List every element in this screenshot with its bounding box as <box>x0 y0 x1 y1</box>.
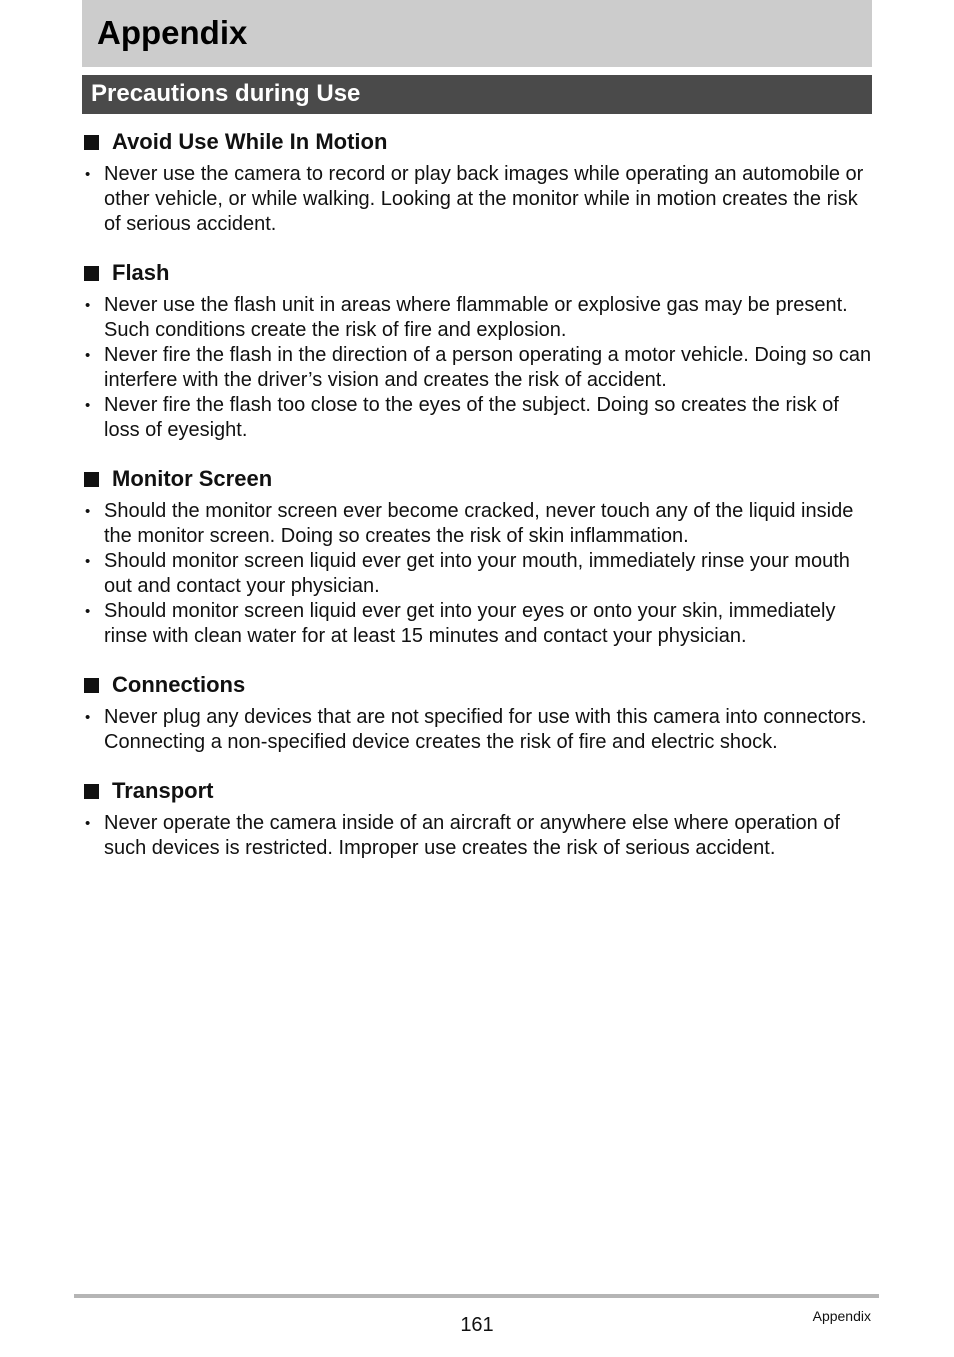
square-bullet-icon <box>84 784 99 799</box>
topic-heading <box>84 464 874 494</box>
square-bullet-icon <box>84 678 99 693</box>
topic-heading-text: Flash <box>112 260 170 285</box>
list-item: • Never fire the flash in the direction of a person operating a motor vehicle. Doing so can interfere with the driver’s vision and creates the risk of accident. <box>84 343 874 393</box>
topic-heading <box>84 776 874 806</box>
topic-heading-text: Avoid Use While In Motion <box>112 129 388 154</box>
chapter-header <box>82 0 872 67</box>
bullet-list <box>84 293 874 443</box>
section-header <box>82 75 872 114</box>
section-title: Precautions during Use <box>91 80 361 107</box>
list-item: • Should the monitor screen ever become cracked, never touch any of the liquid inside the monitor screen. Doing so creates the risk of skin inflammation. <box>84 499 874 549</box>
topic-connections <box>84 670 874 755</box>
square-bullet-icon <box>84 266 99 281</box>
list-item: • Never use the camera to record or play back images while operating an automobile or other vehicle, or while walking. Looking at the monitor while in motion creates the risk of serious accident. <box>84 162 874 237</box>
footer-divider <box>74 1294 879 1298</box>
topic-monitor-screen <box>84 464 874 649</box>
precautions-content <box>84 127 874 882</box>
list-item: • Never plug any devices that are not specified for use with this camera into connectors. Connecting a non-specified device creates the risk of fire and electric shock. <box>84 705 874 755</box>
list-item: • Never use the flash unit in areas where flammable or explosive gas may be present. Such conditions create the risk of fire and explosion. <box>84 293 874 343</box>
topic-heading <box>84 670 874 700</box>
bullet-list <box>84 811 874 861</box>
list-item: • Never fire the flash too close to the eyes of the subject. Doing so creates the risk of loss of eyesight. <box>84 393 874 443</box>
list-item: • Should monitor screen liquid ever get into your eyes or onto your skin, immediately rinse with clean water for at least 15 minutes and contact your physician. <box>84 599 874 649</box>
footer-section-label: Appendix <box>812 1308 871 1324</box>
topic-heading <box>84 258 874 288</box>
topic-heading <box>84 127 874 157</box>
topic-flash <box>84 258 874 443</box>
page-number: 161 <box>460 1314 494 1336</box>
bullet-list <box>84 499 874 649</box>
topic-avoid-use-in-motion <box>84 127 874 237</box>
bullet-list <box>84 162 874 237</box>
square-bullet-icon <box>84 472 99 487</box>
topic-heading-text: Transport <box>112 778 214 803</box>
list-item: • Should monitor screen liquid ever get into your mouth, immediately rinse your mouth out and contact your physician. <box>84 549 874 599</box>
list-item: • Never operate the camera inside of an aircraft or anywhere else where operation of such devices is restricted. Improper use creates the risk of serious accident. <box>84 811 874 861</box>
topic-transport <box>84 776 874 861</box>
bullet-list <box>84 705 874 755</box>
chapter-title: Appendix <box>97 14 248 51</box>
topic-heading-text: Monitor Screen <box>112 466 273 491</box>
square-bullet-icon <box>84 135 99 150</box>
topic-heading-text: Connections <box>112 672 246 697</box>
